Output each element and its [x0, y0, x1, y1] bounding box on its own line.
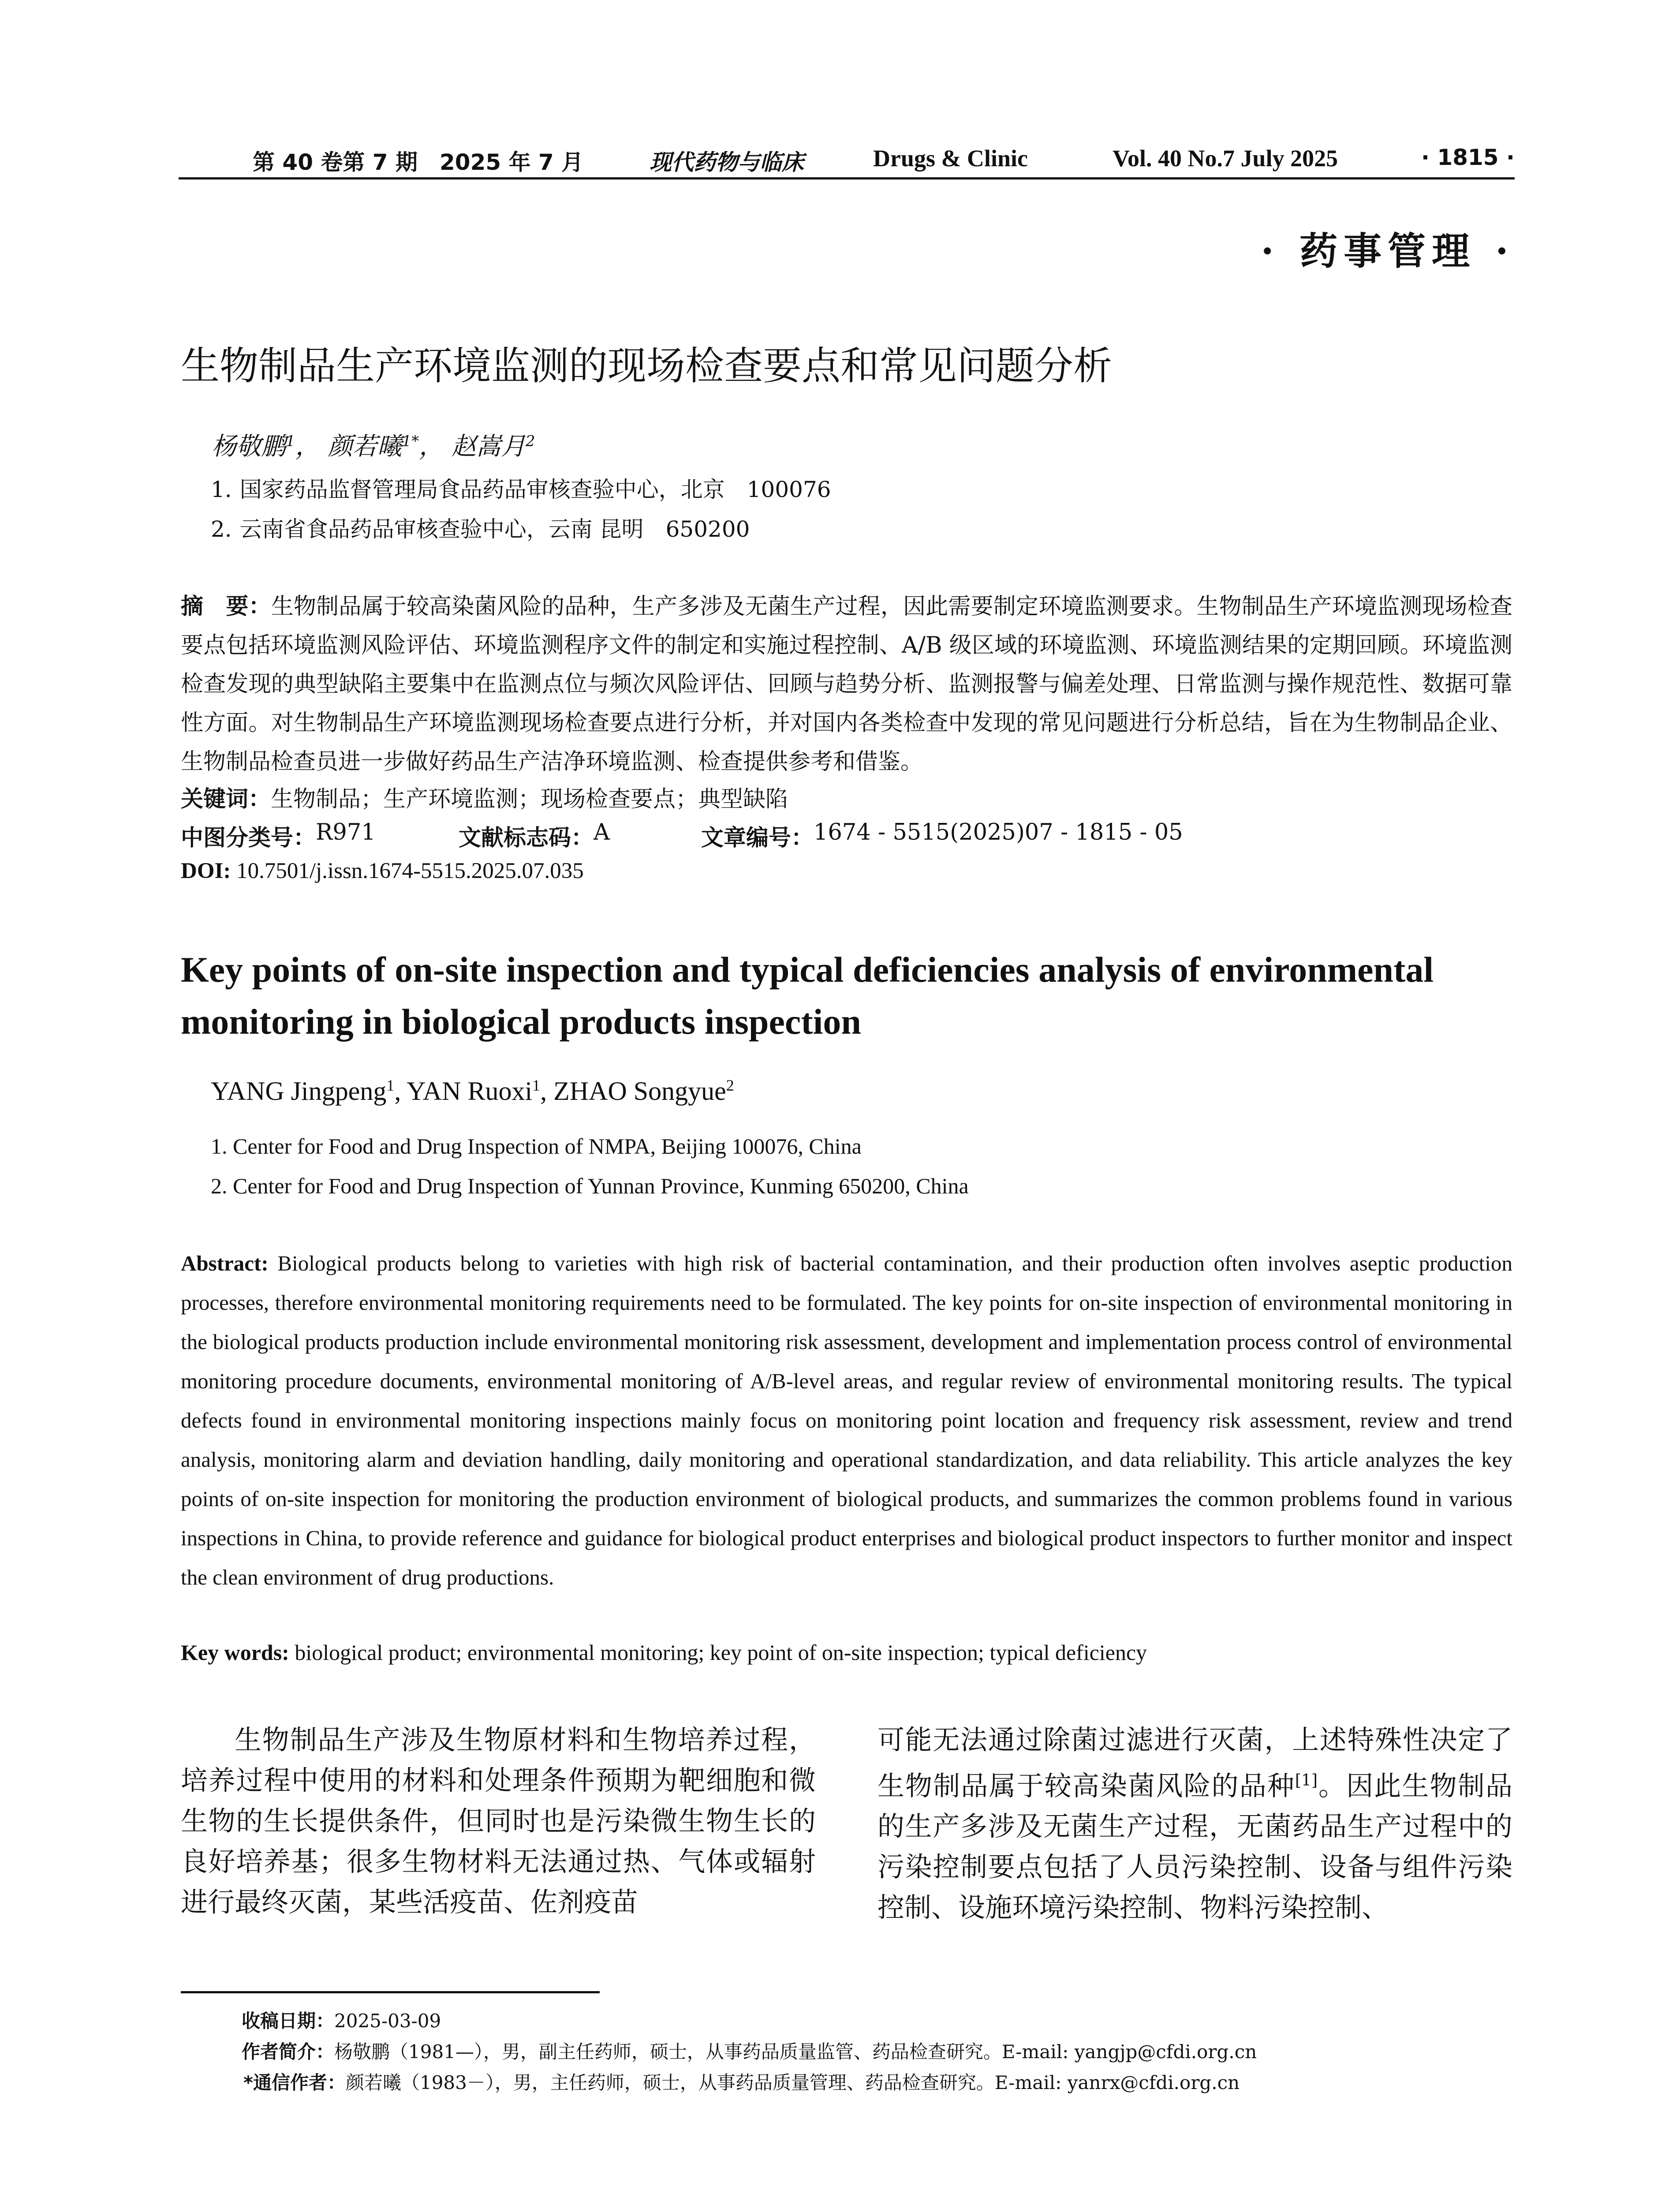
- article-number: [701, 819, 1183, 852]
- footnote-text: 杨敬鹏（1981—），男，副主任药师，硕士，从事药品质量监管、药品检查研究。E-mail: yangjp@cfdi.org.cn: [334, 2041, 1257, 2063]
- footnote-rule: [181, 1991, 600, 1993]
- body-right-text-b: 。因此生物制品的生产多涉及无菌生产过程，无菌药品生产过程中的污染控制要点包括了人员污染控制、设备与组件污染控制、设施环境污染控制、物料污染控制、: [877, 1770, 1512, 1924]
- en-author-sep: ,: [394, 1076, 407, 1106]
- cn-affiliation-number: 1.: [211, 477, 232, 502]
- citation-ref[interactable]: [1]: [1295, 1771, 1318, 1790]
- en-title: Key points of on-site inspection and typical deficiencies analysis of environmental monitoring in biological products inspection: [181, 949, 1434, 1042]
- clc-number: [181, 819, 376, 852]
- cn-title: 生物制品生产环境监测的现场检查要点和常见问题分析: [181, 343, 1113, 389]
- body-right-text-a: 可能无法通过除菌过滤进行灭菌，上述特殊性决定了生物制品属于较高染菌风险的品种: [877, 1724, 1512, 1802]
- en-abstract-label: Abstract:: [181, 1251, 269, 1275]
- en-author-2: YAN Ruoxi: [407, 1076, 533, 1106]
- cn-author-2-sup: 1*: [402, 432, 419, 450]
- cn-affiliation-text: 云南省食品药品审核查验中心，云南 昆明 650200: [239, 516, 750, 542]
- cn-affiliation-2: [211, 512, 750, 543]
- en-author-3-sup: 2: [726, 1076, 734, 1094]
- running-header-cn-journal: 现代药物与临床: [650, 149, 804, 175]
- document-code-label: 文献标志码：: [459, 825, 594, 851]
- doi-label: DOI:: [181, 859, 231, 883]
- running-header-en-issue: Vol. 40 No.7 July 2025: [1113, 145, 1338, 172]
- running-header-en-journal: Drugs & Clinic: [873, 145, 1028, 172]
- en-abstract: [181, 1244, 1512, 1597]
- footnote-label: 收稿日期：: [242, 2010, 335, 2032]
- en-keywords: [181, 1640, 1147, 1665]
- cn-abstract: [181, 587, 1512, 781]
- document-code: [459, 819, 610, 852]
- en-author-sep: ,: [540, 1076, 554, 1106]
- cn-keywords-text: 生物制品；生产环境监测；现场检查要点；典型缺陷: [271, 786, 788, 812]
- clc-value: R971: [316, 819, 376, 845]
- cn-keywords: [181, 781, 788, 813]
- cn-abstract-label: 摘 要：: [181, 594, 271, 620]
- cn-author-2: 颜若曦: [328, 432, 402, 461]
- cn-author-sep: ，: [295, 432, 320, 461]
- en-authors: [211, 1076, 734, 1106]
- body-column-right: [877, 1720, 1512, 1928]
- en-author-3: ZHAO Songyue: [553, 1076, 726, 1106]
- cn-author-1: 杨敬鹏: [212, 432, 286, 461]
- section-tag: · 药事管理 ·: [1261, 229, 1515, 273]
- cn-author-1-sup: 1: [286, 432, 295, 450]
- cn-abstract-text: 生物制品属于较高染菌风险的品种，生产多涉及无菌生产过程，因此需要制定环境监测要求。生物制品生产环境监测现场检查要点包括环境监测风险评估、环境监测程序文件的制定和实施过程控制、A/B 级区域的环境监测、环境监测结果的定期回顾。环境监测检查发现的典型缺陷主要集中在监测点位与频次风险评估、回顾与趋势分析、监测报警与偏差处理、日常监测与操作规范性、数据可靠性方面。对生物制品生产环境监测现场检查要点进行分析，并对国内各类检查中发现的常见问题进行分析总结，旨在为生物制品企业、生物制品检查员进一步做好药品生产洁净环境监测、检查提供参考和借鉴。: [181, 594, 1512, 775]
- footnote-label: 作者简介：: [242, 2041, 335, 2063]
- body-column-left: 生物制品生产涉及生物原材料和生物培养过程，培养过程中使用的材料和处理条件预期为靶细胞和微生物的生长提供条件，但同时也是污染微生物生长的良好培养基；很多生物材料无法通过热、气体或辐射进行最终灭菌，某些活疫苗、佐剂疫苗: [181, 1724, 816, 1918]
- en-author-1: YANG Jingpeng: [211, 1076, 387, 1106]
- cn-author-sep: ，: [419, 432, 444, 461]
- running-header-cn-issue: 第 40 卷第 7 期 2025 年 7 月: [253, 149, 584, 175]
- cn-author-3-sup: 2: [525, 432, 535, 450]
- running-header: [179, 141, 1515, 176]
- footnote-author-bio: [242, 2037, 1257, 2064]
- cn-affiliation-1: [211, 472, 831, 504]
- cn-keywords-label: 关键词：: [181, 786, 271, 812]
- doi-value: 10.7501/j.issn.1674-5515.2025.07.035: [236, 859, 584, 883]
- en-abstract-text: Biological products belong to varieties with high risk of bacterial contamination, and their production often involves aseptic production processes, therefore environmental monitoring requirements need to be formulated. The key points for on-site inspection of environmental monitoring in the biological products production include environmental monitoring risk assessment, development and implementation process control of environmental monitoring procedure documents, environmental monitoring of A/B-level areas, and regular review of environmental monitoring results. The typical defects found in environmental monitoring inspections mainly focus on monitoring point location and frequency risk assessment, review and trend analysis, monitoring alarm and deviation handling, daily monitoring and operational standardization, and data reliability. This article analyzes the key points of on-site inspection for monitoring the production environment of biological products, and summarizes the common problems found in various inspections in China, to provide reference and guidance for biological product enterprises and biological product inspectors to further monitor and inspect the clean environment of drug productions.: [181, 1251, 1512, 1589]
- footnote-label: *通信作者：: [243, 2072, 346, 2093]
- en-author-1-sup: 1: [386, 1076, 395, 1094]
- running-header-rule: [179, 177, 1515, 179]
- cn-classification: [181, 819, 1512, 855]
- article-number-value: 1674 - 5515(2025)07 - 1815 - 05: [814, 819, 1183, 845]
- footnote-corresponding-author: [243, 2068, 1239, 2095]
- footnote-text: 颜若曦（1983－），男，主任药师，硕士，从事药品质量管理、药品检查研究。E-mail: yanrx@cfdi.org.cn: [345, 2072, 1240, 2093]
- en-affiliation-1: 1. Center for Food and Drug Inspection of NMPA, Beijing 100076, China: [211, 1134, 862, 1159]
- article-number-label: 文章编号：: [701, 825, 814, 851]
- footnote-text: 2025-03-09: [334, 2010, 441, 2032]
- doi: [181, 858, 584, 884]
- cn-authors: [212, 427, 535, 462]
- running-header-page-number: · 1815 ·: [1421, 145, 1515, 170]
- cn-affiliation-text: 国家药品监督管理局食品药品审核查验中心，北京 100076: [239, 477, 831, 502]
- cn-author-3: 赵嵩月: [451, 432, 526, 461]
- en-keywords-text: biological product; environmental monitoring; key point of on-site inspection; typical deficiency: [295, 1640, 1147, 1665]
- document-code-value: A: [594, 819, 610, 845]
- en-author-2-sup: 1: [532, 1076, 541, 1094]
- en-keywords-label: Key words:: [181, 1640, 289, 1665]
- footnote-received: [242, 2007, 441, 2033]
- en-affiliation-2: 2. Center for Food and Drug Inspection of Yunnan Province, Kunming 650200, China: [211, 1174, 969, 1198]
- clc-label: 中图分类号：: [181, 825, 316, 851]
- cn-affiliation-number: 2.: [211, 516, 232, 542]
